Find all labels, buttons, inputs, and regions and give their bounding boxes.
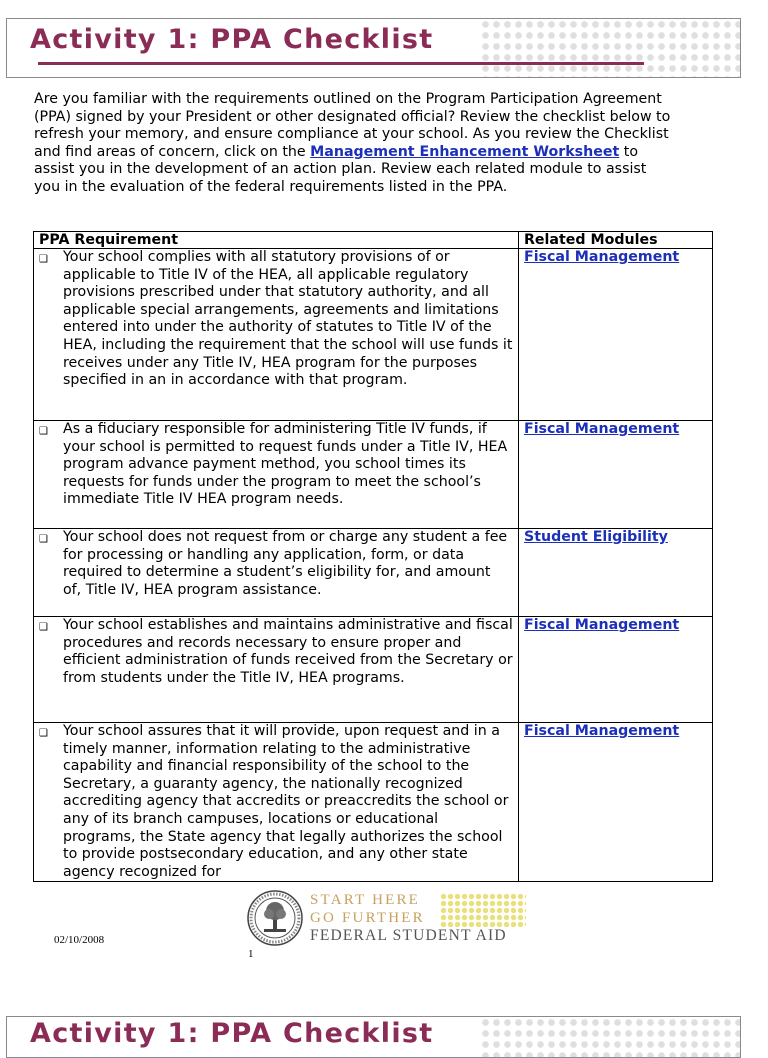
module-link-fiscal-management[interactable]: Fiscal Management (524, 249, 680, 265)
requirement-cell (34, 421, 519, 529)
table-row (34, 723, 713, 882)
requirement-text: Your school establishes and maintains administrative and fiscal procedures and records necessary to ensure proper and efficient administration of funds received from the Secretary or from students under the Title IV, HEA programs. (63, 617, 513, 686)
module-link-fiscal-management[interactable]: Fiscal Management (524, 617, 680, 633)
column-header-requirement: PPA Requirement (34, 232, 519, 249)
next-page-title-banner (6, 1016, 741, 1058)
department-of-education-seal-icon (246, 889, 304, 947)
title-banner (6, 18, 741, 78)
management-enhancement-worksheet-link[interactable]: Management Enhancement Worksheet (310, 143, 620, 160)
footer-date: 02/10/2008 (54, 934, 105, 946)
intro-text-before: Are you familiar with the requirements outlined on the Program Participation Agreement (PPA) signed by your President or other designated official? Review the checklist below to refresh your memory, and ensure compliance at your school. As you review the Checklist and find areas of concern, click on the (34, 91, 671, 160)
module-cell (519, 249, 713, 421)
page-number: 1 (248, 948, 254, 960)
module-link-student-eligibility[interactable]: Student Eligibility (524, 529, 668, 545)
brand-line-start-here: START HERE (310, 892, 421, 908)
brand-line-federal-student-aid: FEDERAL STUDENT AID (310, 927, 507, 944)
next-page-title: Activity 1: PPA Checklist (30, 1018, 434, 1049)
table-row (34, 421, 713, 529)
requirement-text: Your school does not request from or charge any student a fee for processing or handling any application, form, or data required to determine a student’s eligibility for, and amount of, Title IV, HEA program assistance. (63, 529, 508, 598)
intro-paragraph (34, 91, 674, 197)
requirement-cell (34, 723, 519, 882)
intro-text-after: to assist you in the development of an action plan. Review each related module to assist you in the evaluation of the federal requirements listed in the PPA. (34, 143, 647, 195)
ppa-requirements-table (33, 231, 713, 882)
table-row (34, 529, 713, 617)
requirement-text: Your school complies with all statutory provisions of or applicable to Title IV of the HEA, all applicable regulatory provisions prescribed under that statutory authority, and all applicable special arrangements, agreements and limitations entered into under the authority of statutes to Title IV of the HEA, including the requirement that the school will use funds it receives under any Title IV, HEA program for the purposes specified in an in accordance with that program. (63, 249, 513, 389)
table-header-row (34, 232, 713, 249)
decorative-dot-pattern (480, 1017, 740, 1058)
module-cell (519, 421, 713, 529)
brand-line-go-further: GO FURTHER (310, 910, 425, 926)
module-cell (519, 723, 713, 882)
checkbox-bullet-icon: ❑ (39, 426, 48, 437)
module-link-fiscal-management[interactable]: Fiscal Management (524, 723, 680, 739)
column-header-modules: Related Modules (519, 232, 713, 249)
title-underline (38, 62, 644, 65)
federal-student-aid-logo (310, 891, 507, 945)
requirement-text: As a fiduciary responsible for administering Title IV funds, if your school is permitted to request funds under a Title IV, HEA program advance payment method, you school times its requests for funds under the program to meet the school’s immediate Title IV HEA program needs. (63, 421, 508, 508)
module-cell (519, 529, 713, 617)
checkbox-bullet-icon: ❑ (39, 622, 48, 633)
requirement-cell (34, 617, 519, 723)
checkbox-bullet-icon: ❑ (39, 254, 48, 265)
requirement-text: Your school assures that it will provide, upon request and in a timely manner, information relating to the administrative capability and financial responsibility of the school to the Secretary, a guaranty agency, the nationally recognized accrediting agency that accredits or preaccredits the school or any of its branch campuses, locations or educational programs, the State agency that legally authorizes the school to provide postsecondary education, and any other state agency recognized for (63, 723, 509, 880)
checkbox-bullet-icon: ❑ (39, 534, 48, 545)
checkbox-bullet-icon: ❑ (39, 728, 48, 739)
table-row (34, 617, 713, 723)
decorative-dot-pattern (480, 19, 740, 77)
table-row (34, 249, 713, 421)
module-link-fiscal-management[interactable]: Fiscal Management (524, 421, 680, 437)
requirement-cell (34, 529, 519, 617)
page-title: Activity 1: PPA Checklist (30, 24, 434, 55)
module-cell (519, 617, 713, 723)
requirement-cell (34, 249, 519, 421)
